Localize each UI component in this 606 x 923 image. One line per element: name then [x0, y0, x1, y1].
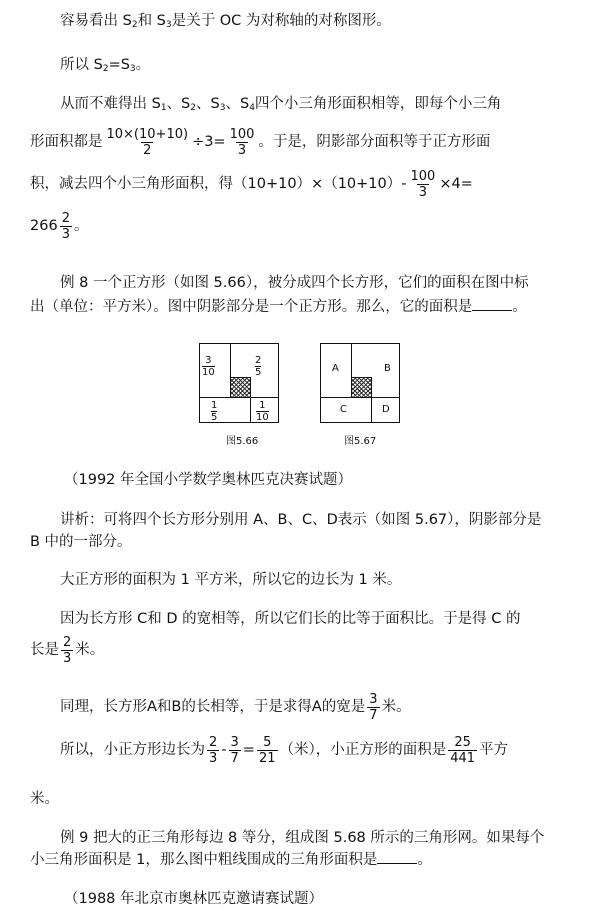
label-b: B [384, 363, 391, 374]
rect-bottom-left [199, 397, 251, 423]
label-d: D [382, 404, 390, 415]
fraction: $\frac{10\times(10+10)}{2}$ [106, 126, 189, 158]
figure-5-66 [199, 343, 279, 423]
figure-5-67 [320, 343, 400, 423]
analysis-line-4: 因为长方形 C和 D 的宽相等，所以它们长的比等于面积比。于是得 C 的 [60, 611, 521, 627]
example-8-line-1: 例 8 一个正方形（如图 5.66），被分成四个长方形，它们的面积在图中标 [60, 275, 529, 291]
text-line-2: 所以 $S_2=S_3$。 [60, 57, 151, 74]
label-c: C [340, 404, 347, 415]
example-9-line-1: 例 9 把大的正三角形每边 8 等分，组成图 5.68 所示的三角形网。如果每个 [60, 830, 545, 846]
shaded-square [230, 377, 251, 398]
analysis-line-3: 大正方形的面积为 1 平方米，所以它的边长为 1 米。 [60, 572, 402, 588]
answer-blank [377, 851, 417, 864]
analysis-line-8: 米。 [30, 791, 59, 807]
analysis-line-2: B 中的一部分。 [30, 534, 132, 550]
fraction: $\frac{3}{7}$ [369, 691, 378, 723]
text-line-1: 容易看出 $S_2$和 $S_3$是关于 OC 为对称轴的对称图形。 [60, 13, 391, 30]
analysis-line-6: 同理，长方形A和B的长相等，于是求得A的宽是 $\frac{3}{7}$ 米。 [60, 691, 411, 723]
fraction: $\frac{3}{7}$ [230, 734, 239, 766]
fraction: $\frac{5}{21}$ [258, 734, 276, 766]
shaded-square [351, 377, 372, 398]
source-1992: （1992 年全国小学数学奥林匹克决赛试题） [64, 472, 353, 488]
analysis-line-5: 长是 $\frac{2}{3}$ 米。 [30, 634, 105, 666]
fraction: $\frac{100}{3}$ [229, 126, 255, 158]
figure-5-67-caption: 图5.67 [344, 436, 377, 447]
source-1988: （1988 年北京市奥林匹克邀请赛试题） [64, 891, 324, 907]
analysis-line-1: 讲析：可将四个长方形分别用 A、B、C、D表示（如图 5.67），阴影部分是 [60, 512, 542, 528]
text-line-6: 266 $\frac{2}{3}$ 。 [30, 210, 89, 242]
text-line-3: 从而不难得出 $S_1$、$S_2$、$S_3$、$S_4$四个小三角形面积相等，即每个小三角 [60, 96, 502, 113]
text-line-5: 积，减去四个小三角形面积，得（10+10）×（10+10）- $\frac{100}{3}$ ×4= [30, 168, 473, 200]
label-bl: $\frac{1}{5}$ [211, 400, 218, 423]
example-9-line-2: 小三角形面积是 1，那么图中粗线围成的三角形面积是 。 [30, 852, 432, 868]
figure-5-66-caption: 图5.66 [226, 436, 259, 447]
label-br: $\frac{1}{10}$ [256, 400, 269, 423]
text-line-4: 形面积都是 $\frac{10\times(10+10)}{2}$ ÷3= $\frac{100}{3}$ 。于是，阴影部分面积等于正方形面 [30, 126, 491, 158]
analysis-line-7: 所以，小正方形边长为 $\frac{2}{3}$ - $\frac{3}{7}$ = $\frac{5}{21}$ （米），小正方形的面积是 $\frac{25}{441}$ 平方 [60, 734, 509, 766]
fraction: $\frac{2}{3}$ [63, 634, 72, 666]
example-8-line-2: 出（单位：平方米）。图中阴影部分是一个正方形。那么，它的面积是 。 [30, 299, 527, 315]
answer-blank [472, 298, 512, 311]
label-tl: $\frac{3}{10}$ [202, 355, 215, 378]
fraction: $\frac{100}{3}$ [410, 168, 436, 200]
fraction: $\frac{2}{3}$ [209, 734, 218, 766]
label-a: A [332, 363, 339, 374]
fraction: $\frac{2}{3}$ [61, 210, 70, 242]
label-tr: $\frac{2}{5}$ [255, 355, 262, 378]
fraction: $\frac{25}{441}$ [450, 734, 476, 766]
